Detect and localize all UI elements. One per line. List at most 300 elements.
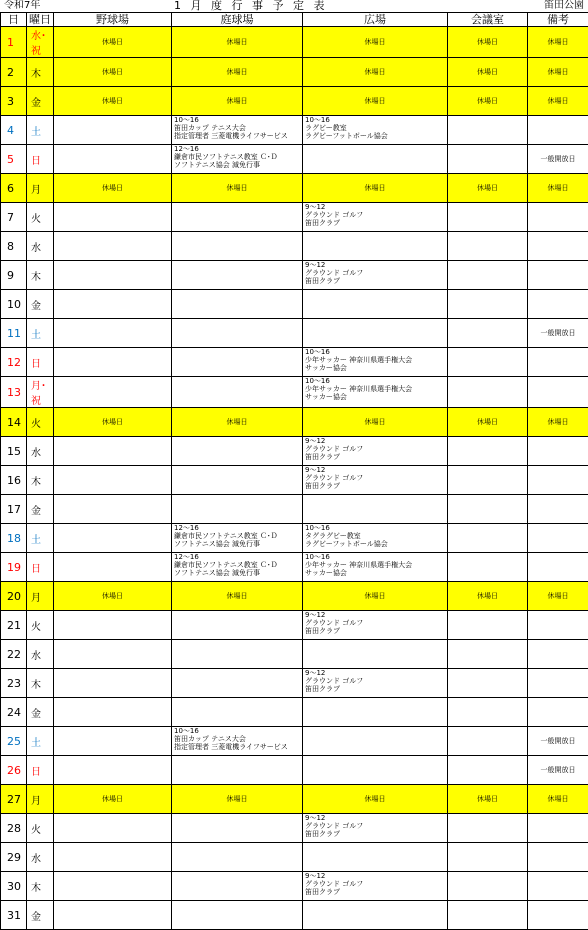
event-line: 10～16 xyxy=(305,377,445,385)
baseball-cell: 休場日 xyxy=(54,408,172,437)
field-cell xyxy=(303,116,448,145)
tennis-cell xyxy=(172,319,303,348)
table-row xyxy=(1,261,588,290)
table-row xyxy=(1,319,588,348)
day-number-cell: 7 xyxy=(1,203,27,232)
field-cell xyxy=(303,466,448,495)
col-weekday: 曜日 xyxy=(27,13,54,27)
field-cell xyxy=(303,319,448,348)
field-cell xyxy=(303,611,448,640)
day-number-cell: 9 xyxy=(1,261,27,290)
notes-cell xyxy=(528,466,588,495)
field-cell xyxy=(303,669,448,698)
day-number-cell: 1 xyxy=(1,27,27,58)
day-number-cell: 16 xyxy=(1,466,27,495)
weekday-cell: 月 xyxy=(27,785,54,814)
table-row xyxy=(1,87,588,116)
notes-cell xyxy=(528,524,588,553)
baseball-cell xyxy=(54,843,172,872)
table-row xyxy=(1,408,588,437)
weekday-cell: 火 xyxy=(27,814,54,843)
tennis-cell xyxy=(172,466,303,495)
meeting-room-cell: 休場日 xyxy=(448,785,528,814)
notes-cell xyxy=(528,232,588,261)
tennis-cell xyxy=(172,843,303,872)
event-line: 10～16 xyxy=(305,524,445,532)
event-line: 笛田クラブ xyxy=(305,888,445,896)
tennis-cell xyxy=(172,377,303,408)
event-line: グラウンド ゴルフ xyxy=(305,880,445,888)
event-line: 少年サッカー 神奈川県選手権大会 xyxy=(305,356,445,364)
baseball-cell xyxy=(54,524,172,553)
event-line: 9～12 xyxy=(305,261,445,269)
event-line: ラグビーフットボール協会 xyxy=(305,132,445,140)
meeting-room-cell xyxy=(448,116,528,145)
event-line: 笛田カップ テニス大会 xyxy=(174,735,300,743)
baseball-cell xyxy=(54,145,172,174)
baseball-cell xyxy=(54,232,172,261)
day-number-cell: 31 xyxy=(1,901,27,930)
table-row xyxy=(1,348,588,377)
field-cell: 休場日 xyxy=(303,58,448,87)
notes-cell: 休場日 xyxy=(528,58,588,87)
weekday-cell: 日 xyxy=(27,756,54,785)
notes-cell: 一般開放日 xyxy=(528,145,588,174)
weekday-cell: 金 xyxy=(27,901,54,930)
notes-cell: 休場日 xyxy=(528,582,588,611)
field-cell xyxy=(303,872,448,901)
event-line: 笛田クラブ xyxy=(305,219,445,227)
weekday-cell: 金 xyxy=(27,290,54,319)
event-line: ソフトテニス協会 減免行事 xyxy=(174,161,300,169)
notes-cell xyxy=(528,843,588,872)
header-row xyxy=(1,13,588,27)
baseball-cell xyxy=(54,261,172,290)
notes-cell xyxy=(528,290,588,319)
baseball-cell: 休場日 xyxy=(54,58,172,87)
notes-cell: 一般開放日 xyxy=(528,756,588,785)
weekday-cell: 水 xyxy=(27,437,54,466)
event-line: 9～12 xyxy=(305,611,445,619)
field-cell xyxy=(303,495,448,524)
event-line: 笛田クラブ xyxy=(305,482,445,490)
field-cell xyxy=(303,698,448,727)
tennis-cell: 休場日 xyxy=(172,174,303,203)
notes-cell: 一般開放日 xyxy=(528,319,588,348)
day-number-cell: 6 xyxy=(1,174,27,203)
event-line: グラウンド ゴルフ xyxy=(305,822,445,830)
event-line: 笛田クラブ xyxy=(305,453,445,461)
weekday-cell: 水 xyxy=(27,640,54,669)
weekday-cell: 土 xyxy=(27,727,54,756)
event-line: 9～12 xyxy=(305,437,445,445)
baseball-cell xyxy=(54,348,172,377)
table-row xyxy=(1,145,588,174)
weekday-cell: 火 xyxy=(27,611,54,640)
tennis-cell xyxy=(172,145,303,174)
event-line: サッカー協会 xyxy=(305,393,445,401)
event-line: 10～16 xyxy=(305,348,445,356)
field-cell xyxy=(303,145,448,174)
table-row xyxy=(1,232,588,261)
notes-cell xyxy=(528,611,588,640)
event-line: 鎌倉市民ソフトテニス教室 Ｃ･Ｄ xyxy=(174,561,300,569)
table-row xyxy=(1,727,588,756)
meeting-room-cell xyxy=(448,524,528,553)
event-line: グラウンド ゴルフ xyxy=(305,445,445,453)
meeting-room-cell xyxy=(448,669,528,698)
meeting-room-cell xyxy=(448,232,528,261)
table-row xyxy=(1,611,588,640)
weekday-cell: 土 xyxy=(27,524,54,553)
event-line: 笛田カップ テニス大会 xyxy=(174,124,300,132)
tennis-cell xyxy=(172,232,303,261)
event-line: 10～16 xyxy=(174,116,300,124)
baseball-cell xyxy=(54,727,172,756)
table-row xyxy=(1,582,588,611)
meeting-room-cell xyxy=(448,872,528,901)
tennis-cell xyxy=(172,203,303,232)
event-line: 9～12 xyxy=(305,669,445,677)
weekday-cell: 火 xyxy=(27,203,54,232)
field-cell xyxy=(303,640,448,669)
table-row xyxy=(1,466,588,495)
table-row xyxy=(1,203,588,232)
day-number-cell: 20 xyxy=(1,582,27,611)
meeting-room-cell xyxy=(448,901,528,930)
table-row xyxy=(1,872,588,901)
notes-cell xyxy=(528,553,588,582)
meeting-room-cell: 休場日 xyxy=(448,408,528,437)
weekday-cell: 木 xyxy=(27,466,54,495)
day-number-cell: 2 xyxy=(1,58,27,87)
event-line: 笛田クラブ xyxy=(305,277,445,285)
event-line: サッカー協会 xyxy=(305,364,445,372)
col-notes: 備考 xyxy=(528,13,588,27)
day-number-cell: 15 xyxy=(1,437,27,466)
event-line: 12～16 xyxy=(174,145,300,153)
event-line: 指定管理者 三菱電機ライフサービス xyxy=(174,743,300,751)
weekday-cell: 木 xyxy=(27,261,54,290)
field-cell xyxy=(303,377,448,408)
tennis-cell: 休場日 xyxy=(172,87,303,116)
tennis-cell xyxy=(172,290,303,319)
table-row xyxy=(1,553,588,582)
weekday-cell: 土 xyxy=(27,319,54,348)
col-baseball: 野球場 xyxy=(54,13,172,27)
table-row xyxy=(1,640,588,669)
tennis-cell xyxy=(172,348,303,377)
page-title: 1 月 度 行 事 予 定 表 xyxy=(174,0,327,12)
meeting-room-cell xyxy=(448,756,528,785)
event-line: 9～12 xyxy=(305,814,445,822)
field-cell: 休場日 xyxy=(303,785,448,814)
field-cell: 休場日 xyxy=(303,408,448,437)
field-cell xyxy=(303,727,448,756)
tennis-cell xyxy=(172,669,303,698)
col-day: 日 xyxy=(1,13,27,27)
baseball-cell xyxy=(54,553,172,582)
notes-cell: 休場日 xyxy=(528,174,588,203)
day-number-cell: 25 xyxy=(1,727,27,756)
field-cell xyxy=(303,348,448,377)
event-line: 9～12 xyxy=(305,872,445,880)
baseball-cell xyxy=(54,640,172,669)
field-cell xyxy=(303,290,448,319)
table-row xyxy=(1,174,588,203)
notes-cell xyxy=(528,901,588,930)
table-row xyxy=(1,785,588,814)
weekday-cell: 金 xyxy=(27,495,54,524)
baseball-cell: 休場日 xyxy=(54,174,172,203)
table-row xyxy=(1,843,588,872)
meeting-room-cell: 休場日 xyxy=(448,27,528,58)
baseball-cell: 休場日 xyxy=(54,27,172,58)
weekday-cell: 日 xyxy=(27,553,54,582)
col-meeting-room: 会議室 xyxy=(448,13,528,27)
tennis-cell xyxy=(172,901,303,930)
baseball-cell xyxy=(54,437,172,466)
day-number-cell: 29 xyxy=(1,843,27,872)
meeting-room-cell xyxy=(448,495,528,524)
field-cell: 休場日 xyxy=(303,582,448,611)
meeting-room-cell xyxy=(448,698,528,727)
day-number-cell: 8 xyxy=(1,232,27,261)
event-line: 笛田クラブ xyxy=(305,685,445,693)
day-number-cell: 4 xyxy=(1,116,27,145)
weekday-cell: 木 xyxy=(27,58,54,87)
event-line: ラグビーフットボール協会 xyxy=(305,540,445,548)
weekday-cell: 金 xyxy=(27,698,54,727)
era-label: 令和7年 xyxy=(4,0,40,12)
baseball-cell xyxy=(54,319,172,348)
event-line: 鎌倉市民ソフトテニス教室 Ｃ･Ｄ xyxy=(174,532,300,540)
day-number-cell: 10 xyxy=(1,290,27,319)
table-row xyxy=(1,756,588,785)
day-number-cell: 27 xyxy=(1,785,27,814)
event-line: ソフトテニス協会 減免行事 xyxy=(174,540,300,548)
notes-cell xyxy=(528,669,588,698)
field-cell: 休場日 xyxy=(303,87,448,116)
meeting-room-cell xyxy=(448,843,528,872)
day-number-cell: 23 xyxy=(1,669,27,698)
baseball-cell: 休場日 xyxy=(54,785,172,814)
weekday-cell: 月 xyxy=(27,174,54,203)
event-line: 笛田クラブ xyxy=(305,830,445,838)
event-line: グラウンド ゴルフ xyxy=(305,269,445,277)
meeting-room-cell xyxy=(448,348,528,377)
day-number-cell: 11 xyxy=(1,319,27,348)
tennis-cell xyxy=(172,437,303,466)
table-row xyxy=(1,495,588,524)
weekday-cell: 日 xyxy=(27,145,54,174)
table-row xyxy=(1,27,588,58)
day-number-cell: 30 xyxy=(1,872,27,901)
notes-cell xyxy=(528,872,588,901)
tennis-cell xyxy=(172,814,303,843)
notes-cell xyxy=(528,640,588,669)
weekday-cell: 水 xyxy=(27,232,54,261)
baseball-cell xyxy=(54,116,172,145)
baseball-cell xyxy=(54,611,172,640)
field-cell xyxy=(303,901,448,930)
weekday-cell: 月･祝 xyxy=(27,377,54,408)
day-number-cell: 3 xyxy=(1,87,27,116)
notes-cell: 一般開放日 xyxy=(528,727,588,756)
notes-cell xyxy=(528,203,588,232)
baseball-cell xyxy=(54,698,172,727)
baseball-cell xyxy=(54,872,172,901)
table-row xyxy=(1,116,588,145)
meeting-room-cell xyxy=(448,611,528,640)
tennis-cell: 休場日 xyxy=(172,27,303,58)
weekday-cell: 月 xyxy=(27,582,54,611)
event-line: ラグビー教室 xyxy=(305,124,445,132)
weekday-cell: 火 xyxy=(27,408,54,437)
event-line: 9～12 xyxy=(305,466,445,474)
field-cell xyxy=(303,232,448,261)
notes-cell xyxy=(528,698,588,727)
meeting-room-cell xyxy=(448,377,528,408)
table-row xyxy=(1,58,588,87)
meeting-room-cell xyxy=(448,727,528,756)
table-row xyxy=(1,524,588,553)
day-number-cell: 5 xyxy=(1,145,27,174)
tennis-cell: 休場日 xyxy=(172,582,303,611)
tennis-cell xyxy=(172,640,303,669)
event-line: サッカー協会 xyxy=(305,569,445,577)
notes-cell: 休場日 xyxy=(528,87,588,116)
day-number-cell: 19 xyxy=(1,553,27,582)
event-line: 9～12 xyxy=(305,203,445,211)
event-line: 10～16 xyxy=(174,727,300,735)
day-number-cell: 26 xyxy=(1,756,27,785)
event-line: グラウンド ゴルフ xyxy=(305,211,445,219)
field-cell xyxy=(303,261,448,290)
notes-cell: 休場日 xyxy=(528,785,588,814)
table-row xyxy=(1,377,588,408)
baseball-cell xyxy=(54,901,172,930)
meeting-room-cell: 休場日 xyxy=(448,87,528,116)
weekday-cell: 日 xyxy=(27,348,54,377)
field-cell: 休場日 xyxy=(303,174,448,203)
event-line: 指定管理者 三菱電機ライフサービス xyxy=(174,132,300,140)
day-number-cell: 18 xyxy=(1,524,27,553)
event-line: 鎌倉市民ソフトテニス教室 Ｃ･Ｄ xyxy=(174,153,300,161)
day-number-cell: 13 xyxy=(1,377,27,408)
meeting-room-cell xyxy=(448,203,528,232)
notes-cell xyxy=(528,116,588,145)
table-row xyxy=(1,814,588,843)
weekday-cell: 木 xyxy=(27,669,54,698)
tennis-cell xyxy=(172,611,303,640)
field-cell xyxy=(303,843,448,872)
weekday-cell: 金 xyxy=(27,87,54,116)
weekday-cell: 水･祝 xyxy=(27,27,54,58)
notes-cell xyxy=(528,261,588,290)
field-cell xyxy=(303,553,448,582)
table-row xyxy=(1,437,588,466)
table-row xyxy=(1,698,588,727)
col-tennis: 庭球場 xyxy=(172,13,303,27)
col-field: 広場 xyxy=(303,13,448,27)
meeting-room-cell xyxy=(448,437,528,466)
table-row xyxy=(1,669,588,698)
baseball-cell xyxy=(54,669,172,698)
field-cell xyxy=(303,437,448,466)
event-line: 少年サッカー 神奈川県選手権大会 xyxy=(305,385,445,393)
tennis-cell xyxy=(172,553,303,582)
meeting-room-cell xyxy=(448,261,528,290)
notes-cell xyxy=(528,437,588,466)
event-line: 12～16 xyxy=(174,524,300,532)
table-row xyxy=(1,901,588,930)
tennis-cell xyxy=(172,495,303,524)
meeting-room-cell xyxy=(448,640,528,669)
tennis-cell: 休場日 xyxy=(172,785,303,814)
tennis-cell xyxy=(172,116,303,145)
tennis-cell xyxy=(172,524,303,553)
baseball-cell: 休場日 xyxy=(54,582,172,611)
meeting-room-cell: 休場日 xyxy=(448,174,528,203)
weekday-cell: 水 xyxy=(27,843,54,872)
day-number-cell: 22 xyxy=(1,640,27,669)
weekday-cell: 土 xyxy=(27,116,54,145)
tennis-cell xyxy=(172,727,303,756)
tennis-cell: 休場日 xyxy=(172,58,303,87)
event-line: 12～16 xyxy=(174,553,300,561)
event-line: 10～16 xyxy=(305,116,445,124)
notes-cell xyxy=(528,348,588,377)
table-row xyxy=(1,290,588,319)
event-line: タグラグビー教室 xyxy=(305,532,445,540)
notes-cell xyxy=(528,495,588,524)
day-number-cell: 14 xyxy=(1,408,27,437)
day-number-cell: 24 xyxy=(1,698,27,727)
field-cell xyxy=(303,203,448,232)
baseball-cell: 休場日 xyxy=(54,87,172,116)
weekday-cell: 木 xyxy=(27,872,54,901)
notes-cell: 休場日 xyxy=(528,27,588,58)
field-cell xyxy=(303,524,448,553)
meeting-room-cell: 休場日 xyxy=(448,58,528,87)
baseball-cell xyxy=(54,466,172,495)
baseball-cell xyxy=(54,756,172,785)
baseball-cell xyxy=(54,495,172,524)
event-line: 笛田クラブ xyxy=(305,627,445,635)
event-line: 少年サッカー 神奈川県選手権大会 xyxy=(305,561,445,569)
meeting-room-cell xyxy=(448,290,528,319)
baseball-cell xyxy=(54,203,172,232)
meeting-room-cell xyxy=(448,466,528,495)
event-line: グラウンド ゴルフ xyxy=(305,619,445,627)
park-name: 笛田公園 xyxy=(544,0,584,12)
day-number-cell: 17 xyxy=(1,495,27,524)
tennis-cell xyxy=(172,261,303,290)
baseball-cell xyxy=(54,290,172,319)
meeting-room-cell xyxy=(448,553,528,582)
tennis-cell xyxy=(172,872,303,901)
meeting-room-cell xyxy=(448,814,528,843)
day-number-cell: 28 xyxy=(1,814,27,843)
tennis-cell xyxy=(172,698,303,727)
event-line: グラウンド ゴルフ xyxy=(305,677,445,685)
field-cell: 休場日 xyxy=(303,27,448,58)
field-cell xyxy=(303,756,448,785)
event-line: 10～16 xyxy=(305,553,445,561)
meeting-room-cell: 休場日 xyxy=(448,582,528,611)
event-line: グラウンド ゴルフ xyxy=(305,474,445,482)
